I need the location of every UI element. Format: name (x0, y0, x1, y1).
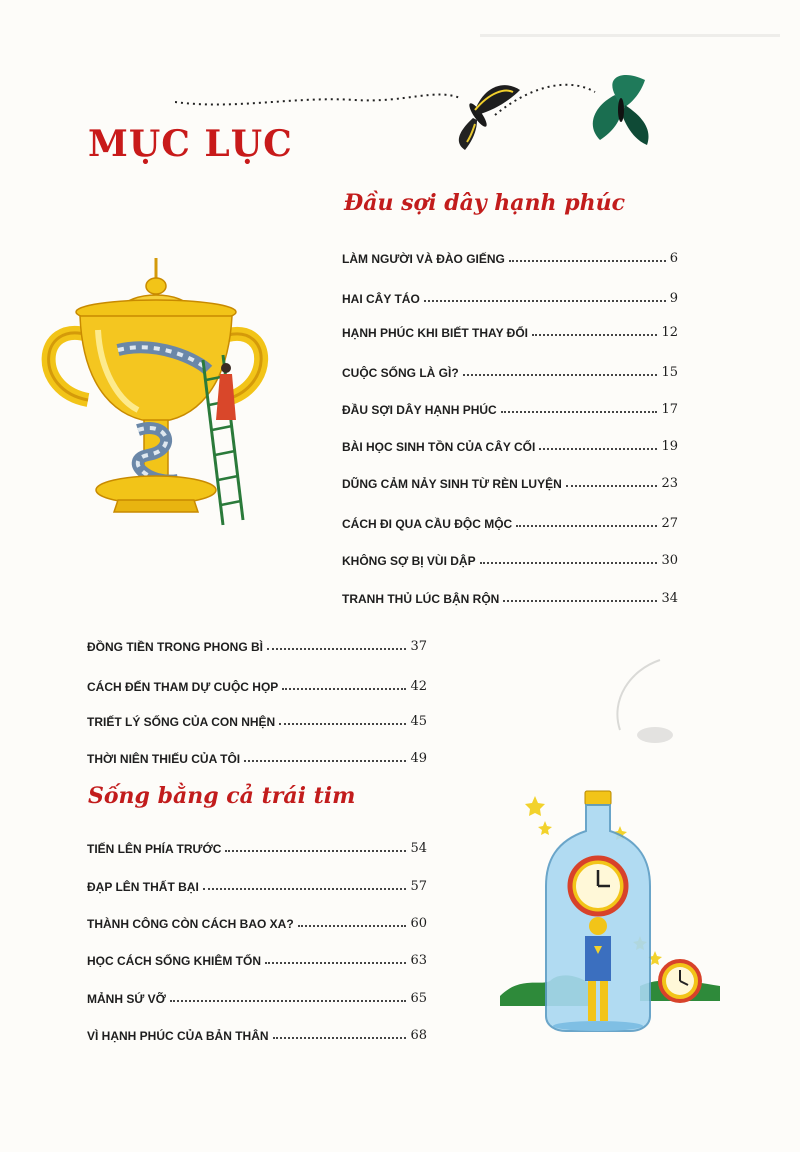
toc-entry[interactable] (342, 550, 678, 568)
toc-entry[interactable] (342, 322, 678, 340)
toc-leader-dots (501, 411, 658, 413)
toc-entry[interactable] (342, 473, 678, 491)
bleed-through-text (480, 30, 780, 42)
toc-entry-page: 19 (661, 439, 678, 454)
toc-entry[interactable] (87, 636, 427, 654)
toc-entry-page: 6 (669, 251, 678, 266)
toc-leader-dots (225, 850, 406, 852)
toc-entry[interactable] (342, 513, 678, 531)
toc-entry-page: 42 (410, 679, 427, 694)
toc-entry[interactable] (87, 988, 427, 1006)
toc-entry-title: VÌ HẠNH PHÚC CỦA BẢN THÂN (87, 1029, 269, 1043)
toc-entry-page: 30 (661, 553, 678, 568)
section-heading-2: Sống bằng cả trái tim (88, 783, 356, 809)
toc-leader-dots (539, 448, 657, 450)
toc-entry[interactable] (87, 838, 427, 856)
toc-leader-dots (503, 600, 657, 602)
toc-entry[interactable] (87, 913, 427, 931)
toc-entry-page: 68 (410, 1028, 427, 1043)
toc-entry[interactable] (87, 711, 427, 729)
section-heading-1: Đầu sợi dây hạnh phúc (344, 190, 625, 216)
trophy-illustration (28, 250, 278, 550)
toc-entry-page: 17 (661, 402, 678, 417)
toc-entry[interactable] (87, 1025, 427, 1043)
toc-leader-dots (532, 334, 657, 336)
toc-entry-title: KHÔNG SỢ BỊ VÙI DẬP (342, 554, 476, 568)
toc-entry[interactable] (342, 588, 678, 606)
toc-entry-page: 60 (410, 916, 427, 931)
toc-entry[interactable] (87, 748, 427, 766)
toc-entry-page: 65 (410, 991, 427, 1006)
page-title: MỤC LỤC (88, 123, 293, 165)
toc-entry-title: ĐỒNG TIỀN TRONG PHONG BÌ (87, 640, 264, 654)
toc-entry-page: 9 (669, 291, 678, 306)
toc-entry-title: CÁCH ĐI QUA CẦU ĐỘC MỘC (342, 517, 513, 531)
toc-entry-title: ĐẠP LÊN THẤT BẠI (87, 880, 199, 894)
bottle-clock-illustration (490, 786, 730, 1036)
toc-entry-title: THÀNH CÔNG CÒN CÁCH BAO XA? (87, 917, 294, 931)
toc-leader-dots (566, 485, 658, 487)
toc-entry-page: 45 (410, 714, 427, 729)
black-butterfly-icon (459, 85, 520, 150)
toc-entry-page: 34 (661, 591, 678, 606)
toc-leader-dots (170, 1000, 407, 1002)
toc-entry[interactable] (342, 436, 678, 454)
toc-leader-dots (463, 374, 658, 376)
toc-entry[interactable] (342, 399, 678, 417)
toc-entry-page: 23 (661, 476, 678, 491)
toc-leader-dots (424, 300, 666, 302)
toc-entry-title: BÀI HỌC SINH TỒN CỦA CÂY CỐI (342, 440, 536, 454)
toc-entry-page: 27 (661, 516, 678, 531)
toc-entry[interactable] (342, 362, 678, 380)
toc-entry[interactable] (342, 288, 678, 306)
toc-leader-dots (244, 760, 406, 762)
toc-leader-dots (265, 962, 406, 964)
toc-entry-title: DŨNG CẢM NẢY SINH TỪ RÈN LUYỆN (342, 477, 562, 491)
toc-entry-title: TRANH THỦ LÚC BẬN RỘN (342, 592, 500, 606)
toc-entry-page: 49 (410, 751, 427, 766)
toc-leader-dots (282, 688, 406, 690)
toc-entry-title: HỌC CÁCH SỐNG KHIÊM TỐN (87, 954, 261, 968)
toc-leader-dots (279, 723, 406, 725)
toc-entry-title: TIẾN LÊN PHÍA TRƯỚC (87, 842, 222, 856)
toc-entry-title: THỜI NIÊN THIẾU CỦA TÔI (87, 752, 241, 766)
toc-entry-title: TRIẾT LÝ SỐNG CỦA CON NHỆN (87, 715, 276, 729)
toc-entry-title: CUỘC SỐNG LÀ GÌ? (342, 366, 459, 380)
toc-entry[interactable] (87, 676, 427, 694)
bleed-through-leaf (600, 640, 680, 750)
toc-leader-dots (509, 260, 666, 262)
toc-leader-dots (298, 925, 407, 927)
green-butterfly-icon (593, 75, 649, 145)
toc-leader-dots (480, 562, 658, 564)
toc-entry-page: 15 (661, 365, 678, 380)
toc-leader-dots (273, 1037, 407, 1039)
toc-entry[interactable] (342, 248, 678, 266)
toc-entry-title: CÁCH ĐẾN THAM DỰ CUỘC HỌP (87, 680, 279, 694)
toc-entry-title: HAI CÂY TÁO (342, 292, 420, 306)
toc-entry-page: 37 (410, 639, 427, 654)
toc-entry-title: LÀM NGƯỜI VÀ ĐÀO GIẾNG (342, 252, 505, 266)
toc-entry-title: HẠNH PHÚC KHI BIẾT THAY ĐỔI (342, 326, 529, 340)
toc-entry-title: ĐẦU SỢI DÂY HẠNH PHÚC (342, 403, 497, 417)
toc-entry-title: MẢNH SỨ VỠ (87, 992, 166, 1006)
toc-entry-page: 63 (410, 953, 427, 968)
toc-leader-dots (203, 888, 407, 890)
toc-entry-page: 12 (661, 325, 678, 340)
toc-leader-dots (516, 525, 657, 527)
toc-entry-page: 57 (410, 879, 427, 894)
toc-entry-page: 54 (410, 841, 427, 856)
toc-leader-dots (267, 648, 406, 650)
toc-entry[interactable] (87, 950, 427, 968)
toc-entry[interactable] (87, 876, 427, 894)
